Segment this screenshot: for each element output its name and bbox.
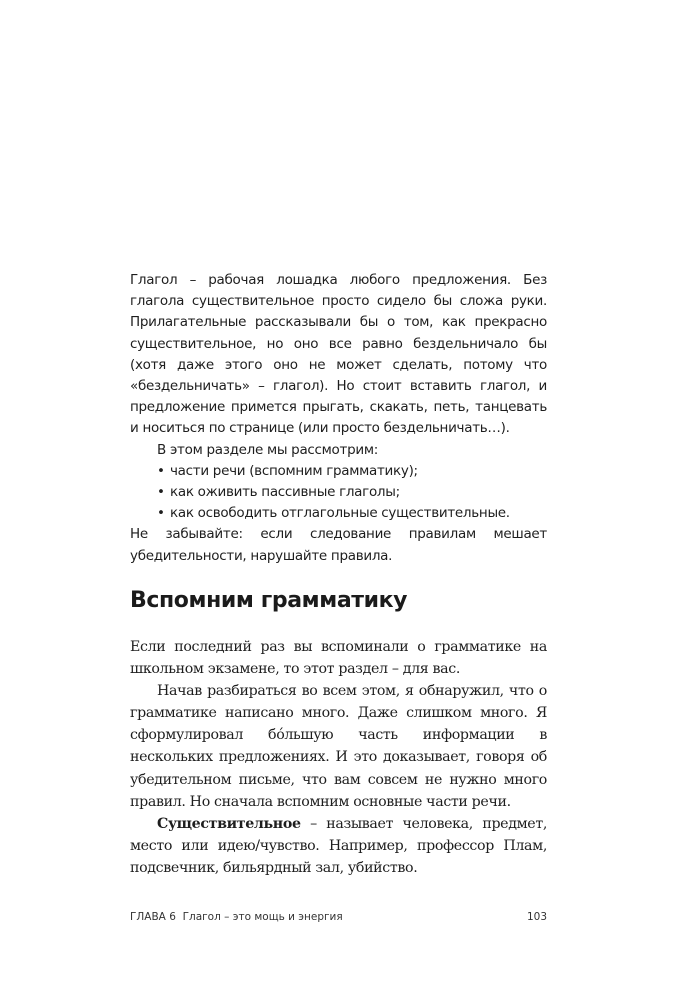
topics-list: [130, 461, 547, 525]
term-definition: – называет человека, предмет, место или идею/чувство. Например, профессор Плам, подсвечник, бильярдный зал, убийство.: [130, 815, 547, 876]
chapter-intro: [130, 270, 547, 567]
intro-paragraph: Глагол – рабочая лошадка любого предложения. Без глагола существительное просто сидело бы сложа руки. Прилагательные рассказывали бы о том, как прекрасно существительное, но оно все равно бездельничало бы (хотя даже этого оно не может сделать, потому что «бездельничать» – глагол). Но стоит вставить глагол, и предложение примется прыгать, скакать, петь, танцевать и носиться по странице (или просто бездельничать…).: [130, 272, 547, 437]
list-item: [157, 461, 547, 482]
term-noun: Существительное: [157, 815, 301, 832]
page-footer: [130, 911, 547, 923]
chapter-title: Глагол – это мощь и энергия: [182, 911, 343, 923]
bullet-icon: •: [157, 505, 165, 522]
list-item: [157, 482, 547, 503]
body-paragraph: [130, 813, 547, 879]
list-item-text: как оживить пассивные глаголы;: [170, 484, 400, 501]
closing-paragraph: Не забывайте: если следование правилам мешает убедительности, нарушайте правила.: [130, 526, 547, 564]
page-number: 103: [526, 911, 547, 923]
list-item-text: части речи (вспомним грамматику);: [170, 462, 418, 479]
bullet-icon: •: [157, 462, 165, 479]
section-heading: Вспомним грамматику: [130, 588, 408, 613]
body-paragraph: Если последний раз вы вспоминали о грамматике на школьном экзамене, то этот раздел – для вас.: [130, 639, 547, 678]
running-footer: [130, 911, 343, 923]
section-body: [130, 636, 547, 879]
bullet-icon: •: [157, 484, 165, 501]
list-intro: В этом разделе мы рассмотрим:: [157, 441, 378, 458]
list-item: [157, 503, 547, 524]
body-paragraph: Начав разбираться во всем этом, я обнаружил, что о грамматике написано много. Даже слишком много. Я сформулировал бóльшую часть информации в нескольких предложениях. И это доказывает, говоря об убедительном письме, что вам совсем не нужно много правил. Но сначала вспомним основные части речи.: [130, 683, 547, 810]
list-item-text: как освободить отглагольные существительные.: [170, 505, 510, 522]
chapter-label: ГЛАВА 6: [130, 911, 176, 923]
